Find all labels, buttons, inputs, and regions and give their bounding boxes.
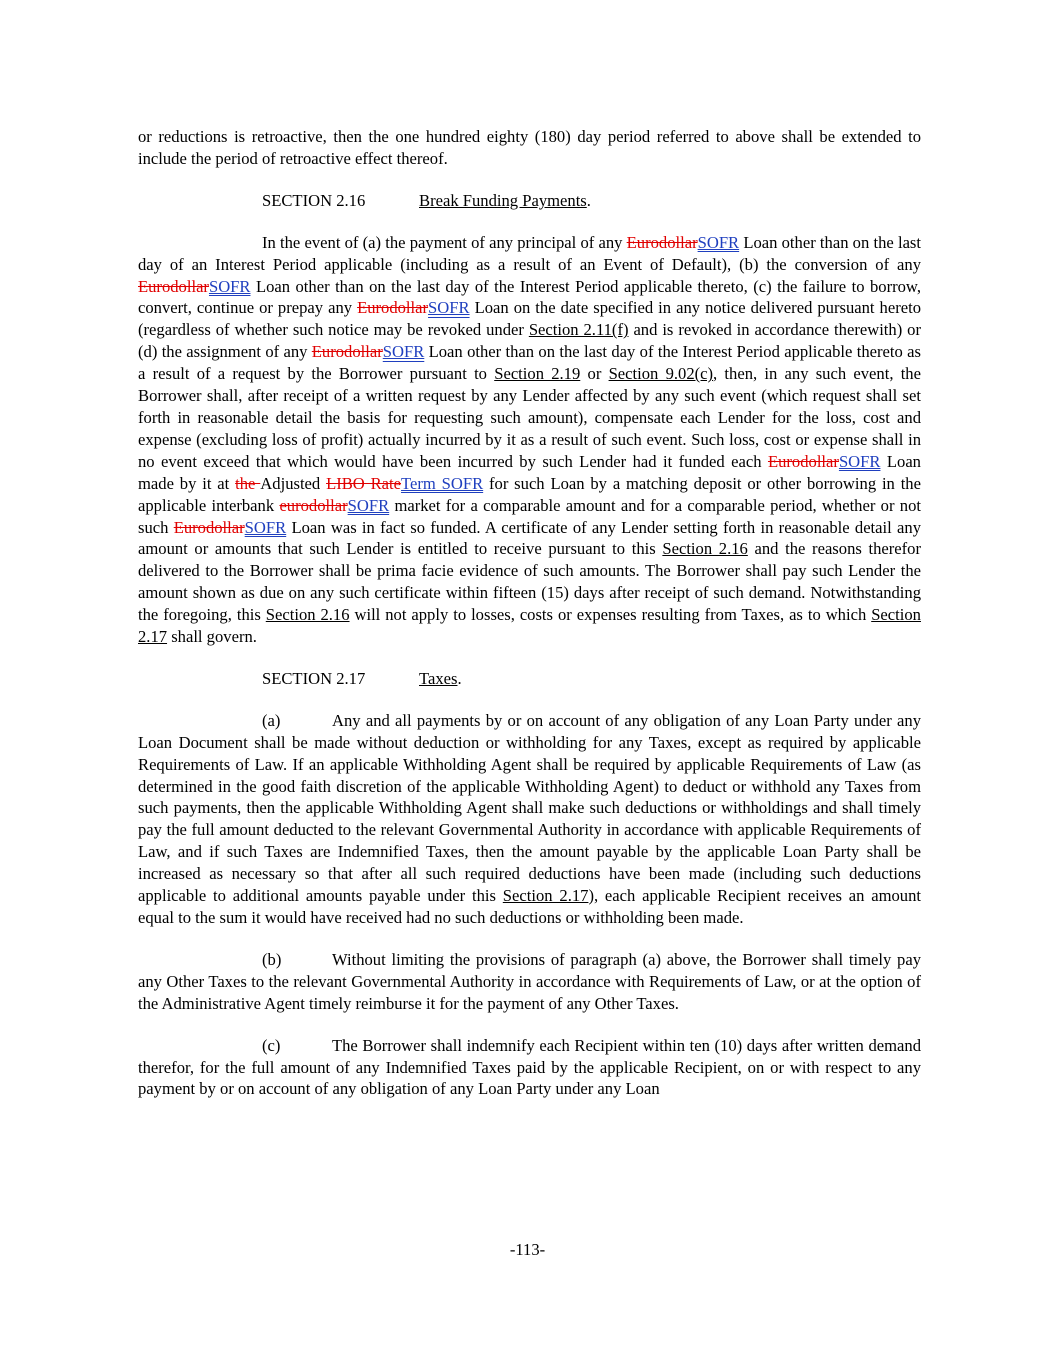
inserted-text: Term SOFR [401,473,484,493]
section-reference: Section 2.11(f) [528,320,629,340]
section-reference: Section 2.17 [138,605,921,647]
section-number: SECTION 2.16 [262,190,366,210]
section-reference: Section 2.17 [502,886,589,906]
paragraph-b [138,949,921,1015]
inserted-text: SOFR [208,276,251,296]
intro-paragraph: or reductions is retroactive, then the one hundred eighty (180) day period referred to above shall be extended to include the period of retroactive effect thereof. [138,127,921,168]
inserted-text: SOFR [697,232,740,252]
paragraph-label: (a) [262,710,281,730]
document-page [138,126,921,1100]
text-run: Loan other than on the last day of the Interest Period applicable thereto as a result of a request by the Borrower pursuant to [138,342,921,384]
section-2-17-heading: SECTION 2.17 Taxes. [262,668,462,688]
inserted-text: SOFR [838,451,881,471]
deleted-text: Eurodollar [626,232,698,252]
text-run: ), each applicable Recipient receives an amount equal to the sum it would have received had no such deductions or withholding been made. [138,886,921,927]
text-run: In the event of (a) the payment of any principal of any [262,232,627,252]
paragraph-c [138,1035,921,1101]
section-2-16-paragraph [138,232,921,648]
inserted-text: SOFR [428,298,470,318]
deleted-text: the [235,473,261,493]
text-run: or [580,364,609,384]
text-run: and the reasons therefor delivered to the Borrower shall be prima facie evidence of such amounts. The Borrower shall pay such Lender the amount shown as due on any such certificate within fifteen (15) days after receipt of such demand. Notwithstanding the foregoing, this [138,539,921,625]
inserted-text: SOFR [347,495,390,515]
deleted-text: Eurodollar [311,342,383,362]
text-run: Loan other than on the last day of the Interest Period applicable thereto, (c) the failure to borrow, convert, continue or prepay any [138,276,921,318]
text-run: Without limiting the provisions of paragraph (a) above, the Borrower shall timely pay any Other Taxes to the relevant Governmental Authority in accordance with Requirements of Law, or at the option of the Administrative Agent timely reimburse it for the payment of any Other Taxes. [138,949,921,1013]
deleted-text: Eurodollar [138,276,209,296]
section-reference: Section 9.02(c) [608,364,714,384]
text-run: Adjusted [260,473,327,493]
section-number: SECTION 2.17 [262,668,366,688]
text-run: Loan was in fact so funded. A certificate of any Lender setting forth in reasonable detail any amount or amounts that such Lender is entitled to receive pursuant to this [138,517,921,559]
deleted-text: Eurodollar [173,517,245,537]
deleted-text: Eurodollar [767,451,839,471]
section-2-16-heading: SECTION 2.16 Break Funding Payments. [262,190,591,210]
deleted-text: Eurodollar [357,298,429,318]
inserted-text: SOFR [244,517,287,537]
text-run: and is revoked in accordance therewith) or (d) the assignment of any [138,320,921,362]
section-title: Break Funding Payments [419,190,587,210]
inserted-text: SOFR [382,342,425,362]
text-run: The Borrower shall indemnify each Recipient within ten (10) days after written demand therefor, for the full amount of any Indemnified Taxes paid by the applicable Recipient, on or with respect to any payment by or on account of any obligation of any Loan Party under any Loan [138,1035,921,1099]
deleted-text: LIBO Rate [326,473,402,493]
section-title: Taxes [419,668,458,688]
text-run: Loan on the date specified in any notice delivered pursuant hereto (regardless of whether such notice may be revoked under [138,298,922,340]
text-run: shall govern. [167,627,257,647]
text-run: market for a comparable amount and for a comparable period, whether or not such [138,495,921,537]
section-reference: Section 2.19 [494,364,581,384]
text-run: will not apply to losses, costs or expenses resulting from Taxes, as to which [349,605,872,625]
text-run: Loan other than on the last day of an Interest Period applicable (including as a result of an Event of Default), (b) the conversion of any [138,232,921,274]
section-reference: Section 2.16 [662,539,748,559]
text-run: for such Loan by a matching deposit or other borrowing in the applicable interbank [138,473,921,515]
section-reference: Section 2.16 [265,605,350,625]
text-run: Any and all payments by or on account of any obligation of any Loan Party under any Loan Document shall be made without deduction or withholding for any Taxes, except as required by applicable Requirements of Law. If an applicable Withholding Agent shall be required by applicable Requirements of Law (as determined in the good faith discretion of the applicable Withholding Agent) to deduct or withhold any Taxes from such payments, then the applicable Withholding Agent shall make such deductions or withholdings and shall timely pay the full amount deducted to the relevant Governmental Authority in accordance with applicable Requirements of Law, and if such Taxes are Indemnified Taxes, then the amount payable by the applicable Loan Party shall be increased as necessary so that after all such required deductions have been made (including such deductions applicable to additional amounts payable under this [138,710,921,906]
paragraph-label: (c) [262,1035,281,1055]
text-run: Loan made by it at [138,451,921,493]
paragraph-label: (b) [262,949,282,969]
text-run: , then, in any such event, the Borrower shall, after receipt of a written request by any Lender affected by any such event (which request shall set forth in reasonable detail the basis for requesting such amount), compensate each Lender for the loss, cost and expense (excluding loss of profit) actually incurred by it as a result of such event. Such loss, cost or expense shall in no event exceed that which would have been incurred by such Lender had it funded each [138,364,921,471]
page-number: -113- [509,1240,546,1259]
paragraph-a [138,710,921,929]
deleted-text: eurodollar [279,495,348,515]
